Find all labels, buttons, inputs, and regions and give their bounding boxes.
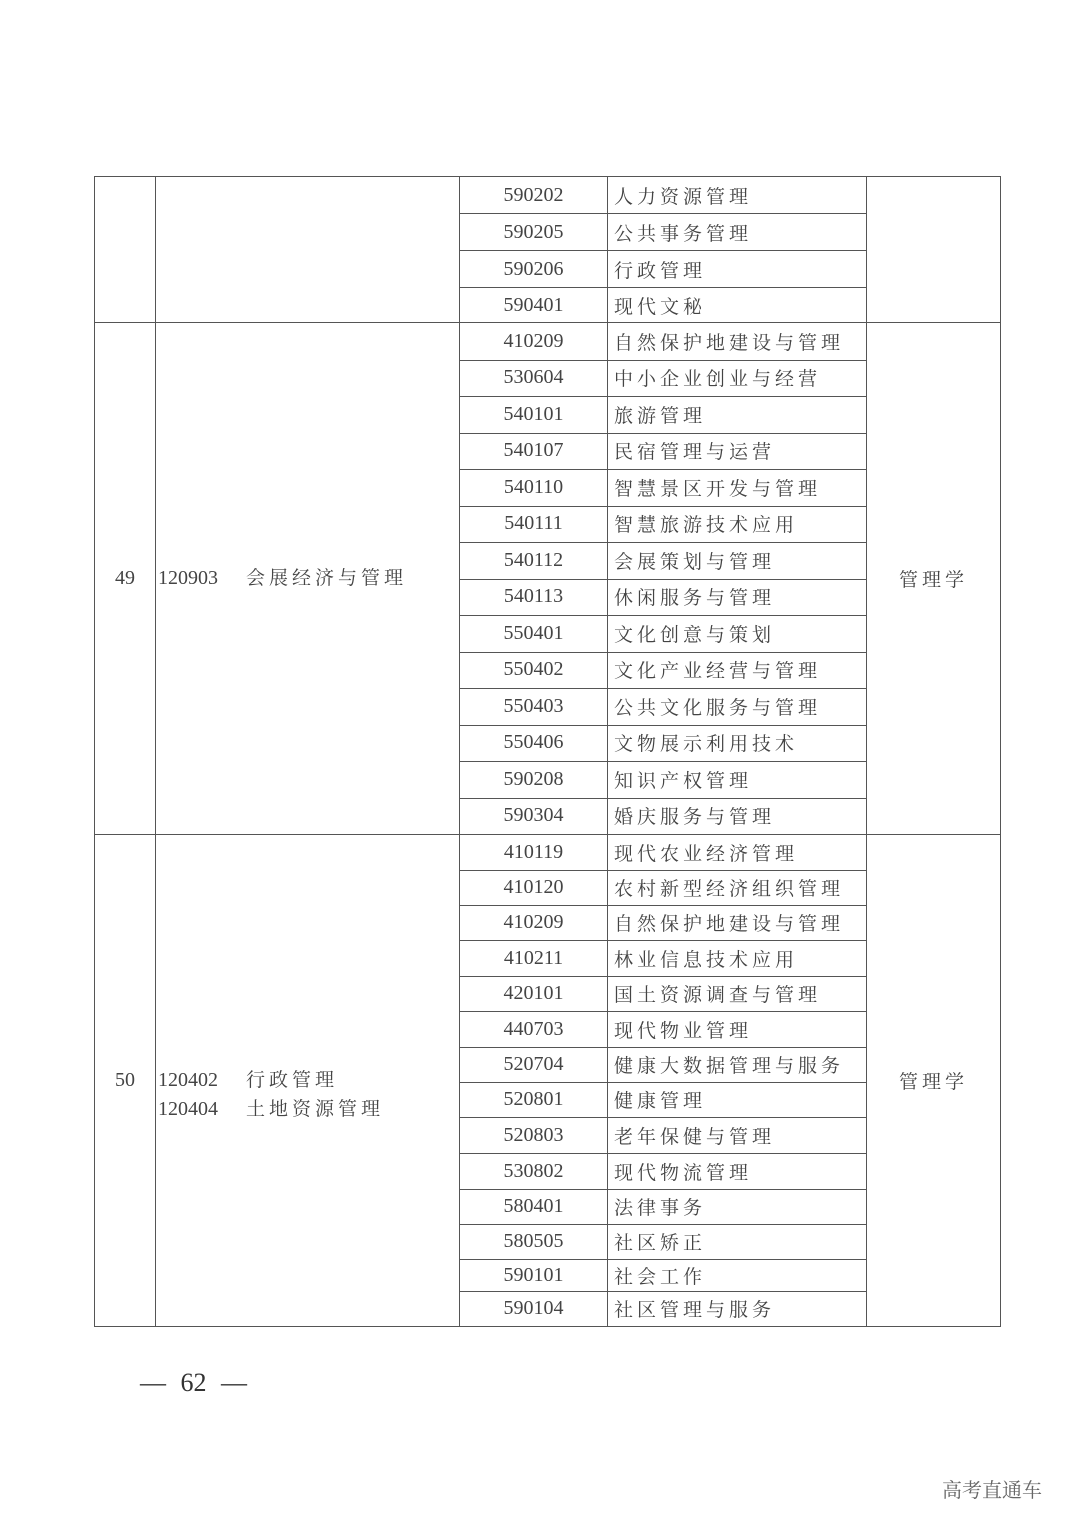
divider <box>459 1047 866 1048</box>
vocational-name: 农村新型经济组织管理 <box>614 878 845 900</box>
major-correspondence-table <box>94 176 1001 1327</box>
divider <box>459 870 866 871</box>
vocational-name: 公共文化服务与管理 <box>614 696 822 719</box>
page-number: — 62 — <box>140 1368 247 1397</box>
vocational-name: 老年保健与管理 <box>614 1125 776 1148</box>
divider <box>459 940 866 941</box>
divider <box>459 688 866 689</box>
group-49 <box>94 322 1001 835</box>
divider <box>459 1291 866 1292</box>
vocational-code: 550401 <box>503 621 564 644</box>
undergrad-major-code: 120402 <box>158 1068 218 1091</box>
vocational-code: 590401 <box>503 294 564 316</box>
vocational-name: 公共事务管理 <box>614 222 753 245</box>
group-50 <box>94 834 1001 1327</box>
vocational-name: 社会工作 <box>614 1265 707 1288</box>
vocational-code: 590202 <box>503 183 564 206</box>
undergrad-major-code: 120404 <box>158 1097 218 1120</box>
vocational-name: 文化创意与策划 <box>614 623 776 646</box>
vocational-name: 社区管理与服务 <box>614 1299 776 1321</box>
divider <box>459 1153 866 1154</box>
vocational-name: 民宿管理与运营 <box>614 441 776 464</box>
divider <box>459 798 866 799</box>
divider <box>459 360 866 361</box>
vocational-code: 590206 <box>503 257 564 280</box>
divider <box>459 652 866 653</box>
vocational-name: 现代文秘 <box>614 296 707 318</box>
vocational-name: 社区矫正 <box>614 1232 707 1254</box>
vocational-code: 420101 <box>503 982 564 1004</box>
vocational-name: 人力资源管理 <box>614 185 753 208</box>
divider <box>459 761 866 762</box>
group-continued <box>94 176 1001 323</box>
divider <box>459 433 866 434</box>
undergrad-major-name: 土地资源管理 <box>246 1097 385 1120</box>
vocational-code: 520704 <box>503 1053 564 1075</box>
undergrad-majors <box>156 323 459 834</box>
vocational-code: 590101 <box>503 1263 564 1286</box>
vocational-code: 550406 <box>503 731 564 754</box>
vocational-code: 410211 <box>503 946 564 969</box>
vocational-name: 现代物流管理 <box>614 1161 753 1184</box>
divider <box>459 542 866 543</box>
vocational-code: 520801 <box>503 1088 564 1110</box>
vocational-code: 410119 <box>503 841 564 863</box>
vocational-code: 580505 <box>503 1230 564 1252</box>
divider <box>459 1259 866 1260</box>
divider <box>155 177 156 322</box>
row-index: 49 <box>115 567 135 589</box>
vocational-code: 550403 <box>503 694 564 717</box>
vocational-name: 现代农业经济管理 <box>614 843 799 865</box>
vocational-code: 590208 <box>503 767 564 790</box>
divider <box>459 976 866 977</box>
vocational-code: 440703 <box>503 1017 564 1040</box>
undergrad-major <box>158 1066 338 1095</box>
divider <box>459 396 866 397</box>
vocational-code: 540111 <box>504 512 563 535</box>
vocational-name: 知识产权管理 <box>614 769 753 792</box>
vocational-code: 540113 <box>503 585 564 608</box>
vocational-code: 410209 <box>503 329 564 352</box>
undergrad-majors <box>156 835 459 1326</box>
divider <box>459 905 866 906</box>
vocational-code: 540101 <box>503 402 564 425</box>
vocational-code: 550402 <box>503 658 564 681</box>
vocational-name: 健康大数据管理与服务 <box>614 1055 845 1077</box>
divider <box>459 615 866 616</box>
vocational-name: 行政管理 <box>614 259 707 282</box>
vocational-name: 会展策划与管理 <box>614 550 776 573</box>
divider <box>459 469 866 470</box>
divider <box>459 579 866 580</box>
vocational-name: 旅游管理 <box>614 404 707 427</box>
vocational-name: 现代物业管理 <box>614 1019 753 1042</box>
vocational-code: 590205 <box>503 220 564 243</box>
vocational-code: 520803 <box>503 1123 564 1146</box>
divider <box>866 177 867 322</box>
vocational-code: 590304 <box>503 804 564 827</box>
vocational-name: 休闲服务与管理 <box>614 587 776 610</box>
vocational-name: 智慧景区开发与管理 <box>614 477 822 500</box>
vocational-name: 文物展示利用技术 <box>614 733 799 756</box>
vocational-name: 林业信息技术应用 <box>614 948 799 971</box>
vocational-name: 自然保护地建设与管理 <box>614 331 845 354</box>
undergrad-major-code: 120903 <box>158 567 218 589</box>
vocational-code: 590104 <box>503 1297 564 1319</box>
vocational-name: 法律事务 <box>614 1197 707 1219</box>
vocational-name: 健康管理 <box>614 1090 707 1112</box>
vocational-code: 530802 <box>503 1159 564 1182</box>
undergrad-major <box>158 564 407 593</box>
row-index: 50 <box>115 1069 135 1091</box>
divider <box>459 1224 866 1225</box>
vocational-code: 580401 <box>503 1195 564 1217</box>
divider <box>459 1117 866 1118</box>
vocational-code: 540107 <box>503 439 564 462</box>
vocational-code: 540112 <box>503 548 564 571</box>
divider <box>459 1011 866 1012</box>
vocational-name: 中小企业创业与经营 <box>614 368 822 391</box>
vocational-code: 410120 <box>503 876 564 898</box>
vocational-code: 540110 <box>503 475 564 498</box>
vocational-name: 国土资源调查与管理 <box>614 984 822 1006</box>
vocational-name: 智慧旅游技术应用 <box>614 514 799 537</box>
vocational-code: 530604 <box>503 366 564 389</box>
undergrad-major-name: 行政管理 <box>246 1068 339 1091</box>
undergrad-major <box>158 1095 384 1124</box>
vocational-name: 婚庆服务与管理 <box>614 806 776 829</box>
divider <box>459 1189 866 1190</box>
divider <box>459 1082 866 1083</box>
undergrad-major-name: 会展经济与管理 <box>246 567 408 589</box>
vocational-name: 文化产业经营与管理 <box>614 660 822 683</box>
discipline-category: 管理学 <box>898 569 968 591</box>
discipline-category: 管理学 <box>898 1071 968 1093</box>
watermark: 高考直通车 <box>942 1478 1042 1502</box>
divider <box>459 725 866 726</box>
vocational-code: 410209 <box>503 911 564 933</box>
divider <box>459 506 866 507</box>
vocational-name: 自然保护地建设与管理 <box>614 913 845 935</box>
